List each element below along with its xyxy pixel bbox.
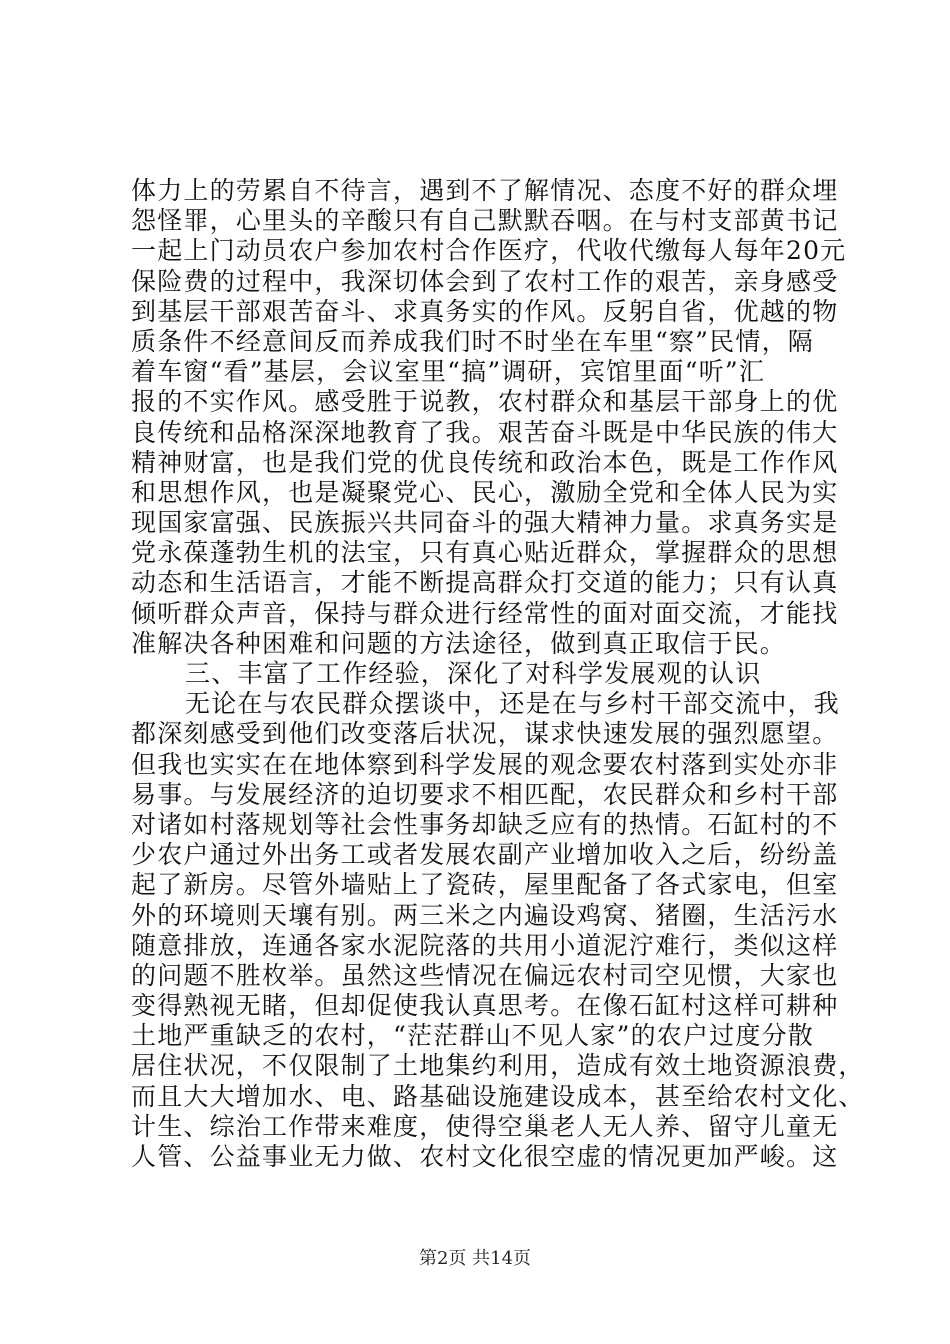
text-line: 居住状况，不仅限制了土地集约利用，造成有效土地资源浪费， [131,1051,865,1081]
paragraph-continuation [131,176,847,659]
text-line: 外的环境则天壤有别。两三米之内遍设鸡窝、猪圈，生活污水 [131,900,839,930]
text-line: 土地严重缺乏的农村，“茫茫群山不见人家”的农户过度分散 [131,1021,814,1051]
page-number-footer: 第2页 共14页 [418,1248,532,1269]
text-line: 但我也实实在在地体察到科学发展的观念要农村落到实处亦非 [131,749,839,779]
text-line: 到基层干部艰苦奋斗、求真务实的作风。反躬自省，优越的物 [131,296,839,326]
text-line: 的问题不胜枚举。虽然这些情况在偏远农村司空见惯，大家也 [131,960,839,990]
text-line: 党永葆蓬勃生机的法宝，只有真心贴近群众，掌握群众的思想 [131,538,839,568]
text-line: 倾听群众声音，保持与群众进行经常性的面对面交流，才能找 [131,598,839,628]
text-line: 人管、公益事业无力做、农村文化很空虚的情况更加严峻。这 [131,1142,839,1171]
text-line: 报的不实作风。感受胜于说教，农村群众和基层干部身上的优 [131,387,839,417]
text-line: 随意排放，连通各家水泥院落的共用小道泥泞难行，类似这样 [131,930,839,960]
text-line: 质条件不经意间反而养成我们时不时坐在车里“察”民情，隔 [131,326,814,356]
text-line: 怨怪罪，心里头的辛酸只有自己默默吞咽。在与村支部黄书记 [131,206,839,236]
text-line: 保险费的过程中，我深切体会到了农村工作的艰苦，亲身感受 [131,266,839,296]
text-line: 着车窗“看”基层，会议室里“搞”调研，宾馆里面“听”汇 [131,357,766,387]
text-line: 准解决各种困难和问题的方法途径，做到真正取信于民。 [131,628,787,658]
text-line: 而且大大增加水、电、路基础设施建设成本，甚至给农村文化、 [131,1081,865,1111]
text-line: 和思想作风，也是凝聚党心、民心，激励全党和全体人民为实 [131,477,839,507]
text-line: 一起上门动员农户参加农村合作医疗，代收代缴每人每年20元 [131,236,847,266]
text-line: 起了新房。尽管外墙贴上了瓷砖，屋里配备了各式家电，但室 [131,870,839,900]
text-line: 现国家富强、民族振兴共同奋斗的强大精神力量。求真务实是 [131,508,839,538]
paragraph-section-three [131,689,865,1172]
section-heading: 三、丰富了工作经验，深化了对科学发展观的认识 [185,659,762,688]
text-line: 少农户通过外出务工或者发展农副产业增加收入之后，纷纷盖 [131,840,839,870]
text-line: 无论在与农民群众摆谈中，还是在与乡村干部交流中，我 [185,689,841,719]
text-line: 变得熟视无睹，但却促使我认真思考。在像石缸村这样可耕种 [131,991,839,1021]
text-line: 精神财富，也是我们党的优良传统和政治本色，既是工作作风 [131,447,839,477]
text-line: 都深刻感受到他们改变落后状况，谋求快速发展的强烈愿望。 [131,719,839,749]
text-line: 动态和生活语言，才能不断提高群众打交道的能力；只有认真 [131,568,839,598]
text-line: 计生、综治工作带来难度，使得空巢老人无人养、留守儿童无 [131,1111,839,1141]
text-line: 体力上的劳累自不待言，遇到不了解情况、态度不好的群众埋 [131,176,839,205]
document-body [131,176,865,1172]
text-line: 良传统和品格深深地教育了我。艰苦奋斗既是中华民族的伟大 [131,417,839,447]
text-line: 对诸如村落规划等社会性事务却缺乏应有的热情。石缸村的不 [131,809,839,839]
text-line: 易事。与发展经济的迫切要求不相匹配，农民群众和乡村干部 [131,779,839,809]
